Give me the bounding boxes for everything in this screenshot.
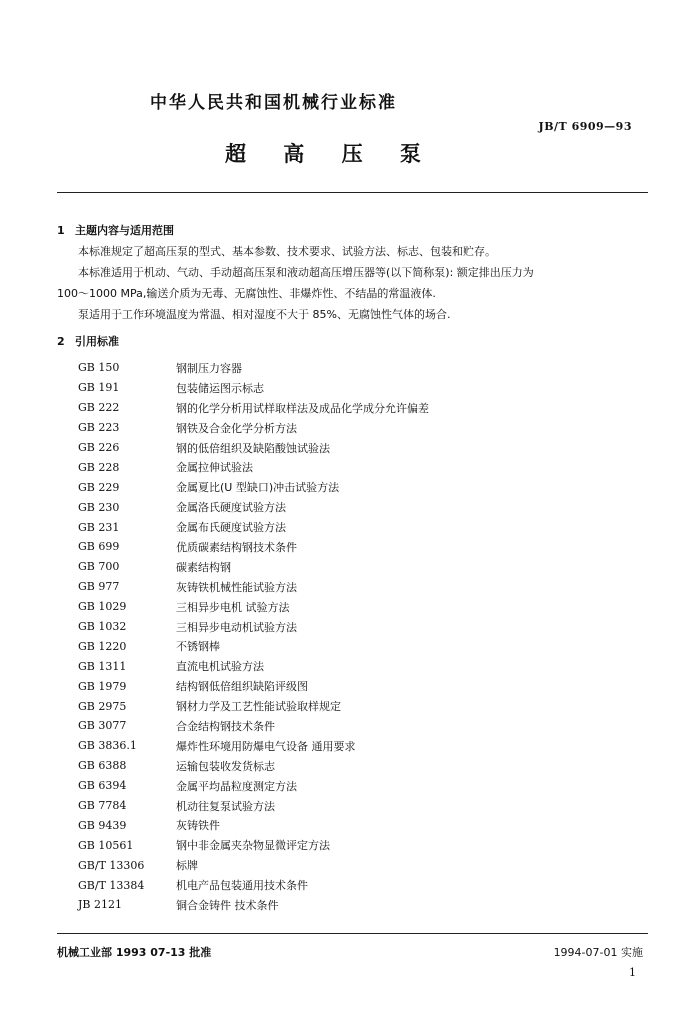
reference-code: GB 6388 [78, 759, 127, 773]
standard-number: JB/T 6909—93 [538, 120, 632, 133]
approval-date: 机械工业部 1993 07-13 批准 [57, 946, 212, 959]
reference-row [78, 557, 638, 577]
reference-title: 结构钢低倍组织缺陷评级图 [176, 680, 308, 694]
reference-row [78, 796, 638, 816]
referenced-standards-list [78, 358, 638, 915]
reference-code: GB 7784 [78, 799, 127, 813]
reference-title: 灰铸铁件 [176, 819, 220, 833]
reference-title: 金属拉伸试验法 [176, 461, 253, 475]
effective-date: 1994-07-01 实施 [553, 946, 643, 959]
reference-row [78, 875, 638, 895]
reference-code: GB 9439 [78, 818, 127, 832]
reference-row [78, 438, 638, 458]
reference-code: GB 228 [78, 460, 120, 474]
reference-row [78, 517, 638, 537]
section-1-number: 1 [57, 224, 65, 237]
reference-row [78, 895, 638, 915]
reference-code: GB 226 [78, 441, 120, 454]
section-1-paragraph-2: 本标准适用于机动、气动、手动超高压泵和液动超高压增压器等(以下简称泵): 额定排出压力为 [78, 266, 534, 279]
reference-title: 三相异步电机 试验方法 [176, 600, 290, 614]
reference-row [78, 756, 638, 776]
reference-title: 钢中非金属夹杂物显微评定方法 [176, 839, 330, 853]
reference-row [78, 398, 638, 418]
reference-title: 金属布氏硬度试验方法 [176, 521, 286, 535]
reference-row [78, 696, 638, 716]
reference-code: GB 3077 [78, 719, 127, 733]
reference-title: 三相异步电动机试验方法 [176, 620, 297, 634]
reference-title: 金属平均晶粒度测定方法 [176, 779, 297, 793]
reference-title: 直流电机试验方法 [176, 660, 264, 674]
reference-code: GB 222 [78, 401, 120, 415]
footer-divider [57, 933, 648, 934]
reference-title: 运输包装收发货标志 [176, 759, 275, 773]
reference-row [78, 418, 638, 438]
reference-title: 钢的低倍组织及缺陷酸蚀试验法 [176, 441, 330, 455]
reference-row [78, 636, 638, 656]
reference-code: GB 977 [78, 580, 120, 594]
reference-code: GB 231 [78, 520, 120, 534]
reference-row [78, 815, 638, 835]
reference-code: GB 229 [78, 480, 120, 494]
reference-title: 钢材力学及工艺性能试验取样规定 [176, 700, 341, 714]
reference-code: GB 223 [78, 421, 120, 435]
reference-code: GB/T 13384 [78, 878, 145, 892]
reference-code: GB 1979 [78, 679, 127, 693]
reference-title: 钢铁及合金化学分析方法 [176, 421, 297, 435]
reference-row [78, 855, 638, 875]
section-2-title: 引用标准 [75, 335, 119, 348]
standard-category-heading: 中华人民共和国机械行业标准 [150, 93, 397, 113]
reference-title: 包装储运图示标志 [176, 381, 264, 395]
reference-title: 爆炸性环境用防爆电气设备 通用要求 [176, 739, 356, 753]
reference-title: 碳素结构钢 [176, 560, 231, 574]
reference-code: JB 2121 [78, 898, 122, 912]
reference-code: GB 699 [78, 540, 120, 554]
reference-title: 机电产品包装通用技术条件 [176, 879, 308, 893]
reference-row [78, 577, 638, 597]
reference-code: GB/T 13306 [78, 858, 145, 872]
reference-code: GB 6394 [78, 779, 127, 793]
reference-row [78, 776, 638, 796]
section-1-paragraph-3: 泵适用于工作环境温度为常温、相对湿度不大于 85%、无腐蚀性气体的场合. [78, 308, 451, 321]
section-1-title: 主题内容与适用范围 [75, 224, 174, 237]
reference-row [78, 656, 638, 676]
reference-code: GB 191 [78, 381, 120, 395]
reference-code: GB 1032 [78, 620, 127, 634]
reference-row [78, 676, 638, 696]
reference-row [78, 497, 638, 517]
reference-row [78, 477, 638, 497]
reference-code: GB 230 [78, 500, 120, 514]
section-2-number: 2 [57, 335, 65, 348]
reference-code: GB 10561 [78, 838, 134, 852]
reference-title: 优质碳素结构钢技术条件 [176, 540, 297, 554]
reference-title: 钢的化学分析用试样取样法及成品化学成分允许偏差 [176, 401, 429, 415]
reference-title: 标牌 [176, 859, 198, 873]
reference-code: GB 1311 [78, 659, 127, 673]
section-1-heading [57, 222, 174, 238]
reference-code: GB 1029 [78, 600, 127, 614]
section-1-paragraph-2-cont: 100～1000 MPa,输送介质为无毒、无腐蚀性、非爆炸性、不结晶的常温液体. [57, 287, 436, 300]
reference-row [78, 358, 638, 378]
section-1-paragraph-1: 本标准规定了超高压泵的型式、基本参数、技术要求、试验方法、标志、包装和贮存。 [78, 245, 496, 258]
reference-row [78, 716, 638, 736]
reference-row [78, 537, 638, 557]
reference-title: 不锈钢棒 [176, 640, 220, 654]
reference-code: GB 1220 [78, 639, 127, 653]
reference-title: 钢制压力容器 [176, 361, 242, 375]
reference-title: 合金结构钢技术条件 [176, 719, 275, 733]
reference-row [78, 617, 638, 637]
reference-code: GB 150 [78, 361, 120, 375]
reference-code: GB 2975 [78, 699, 127, 713]
reference-row [78, 736, 638, 756]
reference-title: 灰铸铁机械性能试验方法 [176, 580, 297, 594]
reference-title: 铜合金铸件 技术条件 [176, 898, 279, 912]
reference-row [78, 378, 638, 398]
reference-code: GB 3836.1 [78, 739, 137, 753]
reference-row [78, 457, 638, 477]
reference-row [78, 835, 638, 855]
reference-title: 金属洛氏硬度试验方法 [176, 501, 286, 515]
reference-title: 金属夏比(U 型缺口)冲击试验方法 [176, 481, 340, 495]
section-2-heading [57, 333, 119, 349]
page-number: 1 [629, 966, 636, 979]
document-title: 超 高 压 泵 [225, 142, 436, 166]
reference-title: 机动往复泵试验方法 [176, 799, 275, 813]
reference-code: GB 700 [78, 560, 120, 574]
reference-row [78, 597, 638, 617]
header-divider [57, 192, 648, 193]
